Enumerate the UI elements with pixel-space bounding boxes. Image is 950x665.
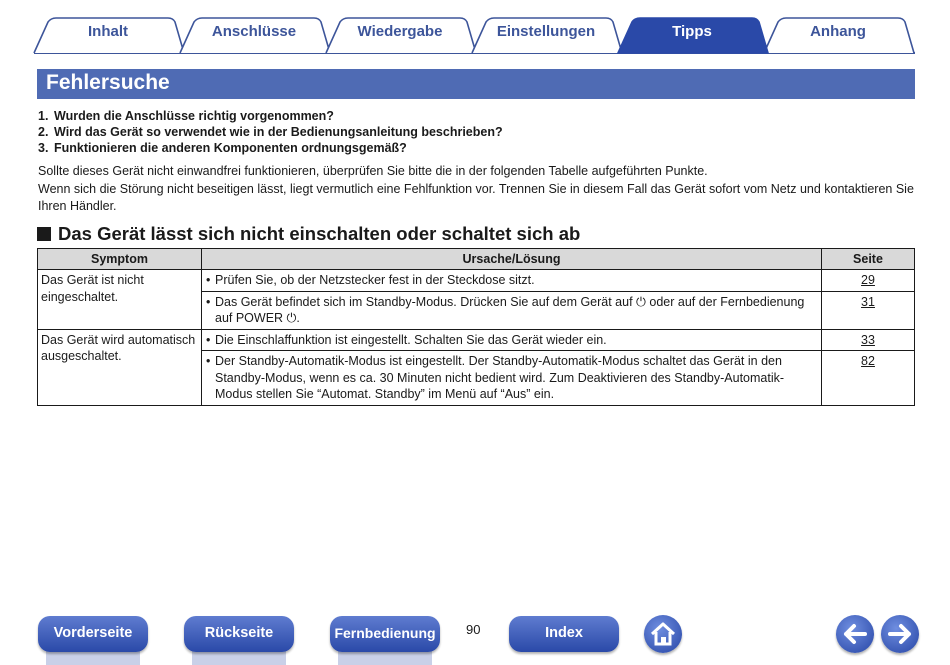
header-cause: Ursache/Lösung (202, 249, 822, 270)
checklist-item: 3. Funktionieren die anderen Komponenten ordnungsgemäß? (38, 141, 407, 155)
sub-heading: Das Gerät lässt sich nicht einschalten oder schaltet sich ab (37, 223, 580, 245)
section-header-bar (37, 69, 915, 99)
tab-anhang[interactable]: Anhang (810, 23, 866, 40)
cause-cell: • Die Einschlaffunktion ist eingestellt. Schalten Sie das Gerät wieder ein. (202, 329, 822, 351)
tab-bar (0, 0, 950, 56)
page-cell (822, 270, 915, 292)
tab-wiedergabe[interactable]: Wiedergabe (357, 23, 443, 40)
checklist-item: 1. Wurden die Anschlüsse richtig vorgenommen? (38, 109, 334, 123)
page-title: Fehlersuche (46, 71, 170, 94)
bullet-icon: • (206, 354, 211, 368)
intro-paragraph-1: Sollte dieses Gerät nicht einwandfrei funktionieren, überprüfen Sie bitte die in der folgenden Tabelle aufgeführten Punkte. (38, 164, 708, 178)
page-number: 90 (466, 622, 481, 637)
arrow-left-icon (836, 615, 874, 653)
square-bullet-icon (37, 227, 51, 241)
page-cell (822, 329, 915, 351)
cause-cell: • Der Standby-Automatik-Modus ist eingestellt. Der Standby-Automatik-Modus schaltet das Gerät in den Standby-Modus, wenn es ca. 30 Minuten nicht bedient wird. Zum Deaktivieren des Standby-Automatik-Modus stellen Sie “Automat. Standby” im Menü auf “Aus” ein. (202, 351, 822, 406)
symptom-cell: Das Gerät ist nicht eingeschaltet. (38, 270, 202, 330)
front-panel-button[interactable]: Vorderseite (38, 616, 148, 652)
page-link[interactable]: 33 (861, 332, 875, 347)
table-row (38, 329, 915, 351)
footer-tab-shadow (46, 650, 140, 665)
page-link[interactable]: 29 (861, 273, 875, 287)
header-page: Seite (822, 249, 915, 270)
tab-inhalt[interactable]: Inhalt (88, 23, 128, 40)
intro-paragraph-2: Wenn sich die Störung nicht beseitigen lässt, liegt vermutlich eine Fehlfunktion vor. Trennen Sie in diesem Fall das Gerät sofort vom Netz und kontaktieren Sie Ihren Händler. (38, 182, 914, 213)
page-link[interactable]: 82 (861, 354, 875, 368)
page-cell (822, 351, 915, 406)
bullet-icon: • (206, 332, 211, 347)
cause-cell: • Das Gerät befindet sich im Standby-Modus. Drücken Sie auf dem Gerät auf ⏻ oder auf der Fernbedienung auf POWER ⏻. (202, 291, 822, 329)
header-symptom: Symptom (38, 249, 202, 270)
checklist-item: 2. Wird das Gerät so verwendet wie in der Bedienungsanleitung beschrieben? (38, 125, 503, 139)
index-button[interactable]: Index (509, 616, 619, 652)
bullet-icon: • (206, 273, 211, 287)
symptom-cell: Das Gerät wird automatisch ausgeschaltet. (38, 329, 202, 405)
table-row (38, 270, 915, 292)
bullet-icon: • (206, 294, 211, 309)
footer-tab-shadow (338, 650, 432, 665)
troubleshooting-table (37, 248, 915, 406)
cause-cell: • Prüfen Sie, ob der Netzstecker fest in der Steckdose sitzt. (202, 270, 822, 292)
prev-page-button[interactable] (836, 615, 874, 653)
home-icon (644, 615, 682, 653)
tab-anschluesse[interactable]: Anschlüsse (211, 23, 297, 40)
tab-tipps[interactable]: Tipps (672, 23, 712, 40)
page-cell (822, 291, 915, 329)
rear-panel-button[interactable]: Rückseite (184, 616, 294, 652)
next-page-button[interactable] (881, 615, 919, 653)
page-link[interactable]: 31 (861, 294, 875, 309)
home-button[interactable] (644, 615, 682, 653)
tab-einstellungen[interactable]: Einstellungen (496, 23, 596, 40)
remote-control-button[interactable]: Fernbedienung (330, 616, 440, 652)
footer-tab-shadow (192, 650, 286, 665)
checklist (38, 108, 503, 156)
table-header-row (38, 249, 915, 270)
arrow-right-icon (881, 615, 919, 653)
